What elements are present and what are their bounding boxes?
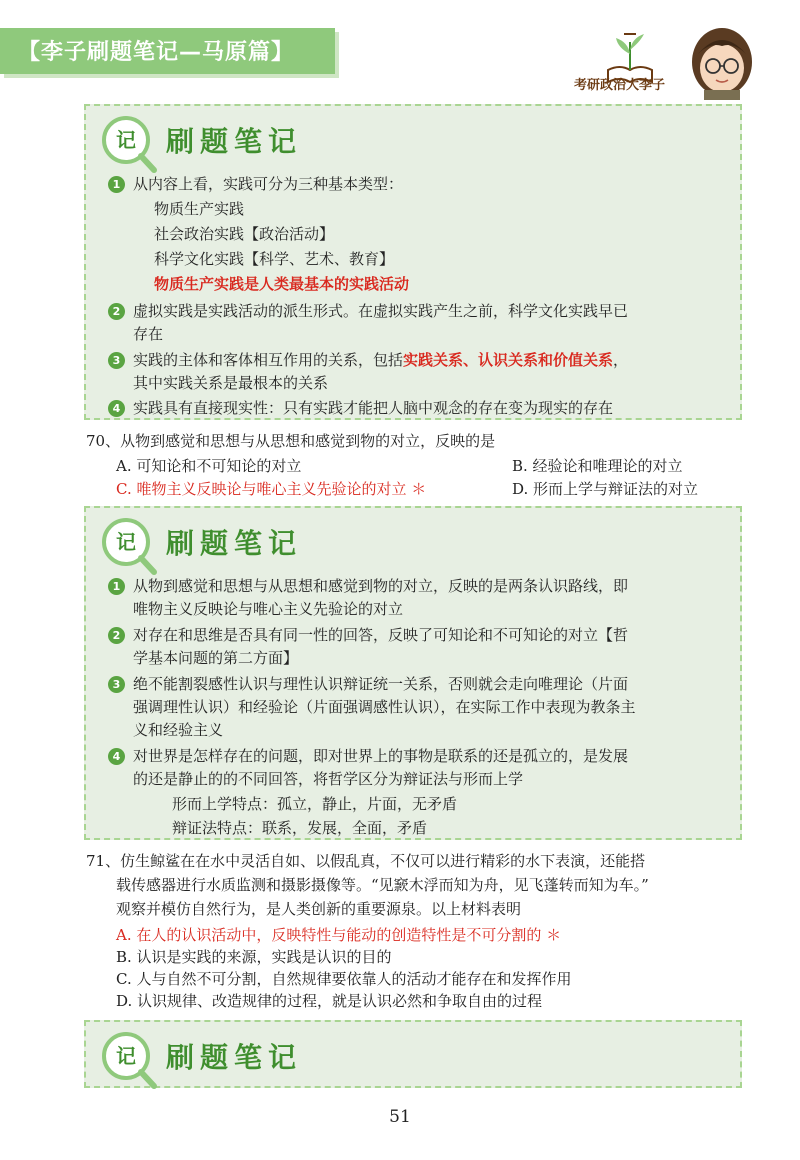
- note-card-1: [84, 104, 742, 420]
- q71-option-d: D. 认识规律、改造规律的过程，就是认识必然和争取自由的过程: [116, 992, 543, 1010]
- q70-option-b: B. 经验论和唯理论的对立: [512, 457, 683, 475]
- q71-option-c: C. 人与自然不可分割，自然规律要依靠人的活动才能存在和发挥作用: [116, 970, 572, 988]
- note-card-2: [84, 506, 742, 840]
- note1-emphasis: 物质生产实践是人类最基本的实践活动: [154, 275, 410, 293]
- brand-name: 考研政治大李子: [574, 78, 666, 93]
- number-2-icon: 2: [108, 627, 125, 644]
- number-3-icon: 3: [108, 676, 125, 693]
- note-icon-char: 记: [116, 128, 136, 152]
- note-title: 刷题笔记: [166, 527, 303, 560]
- number-1-icon: 1: [108, 578, 125, 595]
- note-title: 刷题笔记: [166, 125, 303, 158]
- note2-item-4-sub-1: 形而上学特点：孤立，静止，片面，无矛盾: [172, 795, 458, 813]
- note2-item-1: 1 从物到感觉和思想与从思想和感觉到物的对立，反映的是两条认识路线，即: [108, 574, 628, 599]
- header-banner: [0, 28, 335, 74]
- note1-item-4: 4 实践具有直接现实性：只有实践才能把人脑中观念的存在变为现实的存在: [108, 396, 613, 421]
- note-card-3: [84, 1020, 742, 1088]
- q70-option-c: C. 唯物主义反映论与唯心主义先验论的对立 ＊: [116, 480, 427, 498]
- note-magnifier-icon: [98, 1028, 158, 1090]
- q70-option-a: A. 可知论和不可知论的对立: [116, 457, 302, 475]
- q71-option-a: A. 在人的认识活动中，反映特性与能动的创造特性是不可分割的 ＊: [116, 926, 562, 944]
- note1-item-2-cont: 存在: [133, 325, 164, 343]
- note-title: 刷题笔记: [166, 1041, 303, 1074]
- number-3-icon: 3: [108, 352, 125, 369]
- avatar: [692, 28, 752, 100]
- note-icon-char: 记: [116, 530, 136, 554]
- note1-item-3-cont: 其中实践关系是最根本的关系: [133, 374, 329, 392]
- number-4-icon: 4: [108, 400, 125, 417]
- note1-sub-2: 社会政治实践【政治活动】: [154, 225, 335, 243]
- banner-title: 【李子刷题笔记—马原篇】: [18, 40, 295, 65]
- note2-item-3: 3 绝不能割裂感性认识与理性认识辩证统一关系，否则就会走向唯理论（片面: [108, 672, 628, 697]
- note1-item-3: 3 实践的主体和客体相互作用的关系，包括实践关系、认识关系和价值关系，: [108, 348, 628, 373]
- number-4-icon: 4: [108, 748, 125, 765]
- page-number: 51: [389, 1107, 411, 1127]
- q71-stem-line-3: 观察并模仿自然行为，是人类创新的重要源泉。以上材料表明: [116, 900, 522, 918]
- q71-stem-line-1: 71、仿生鲸鲨在在水中灵活自如、以假乱真，不仅可以进行精彩的水下表演，还能搭: [86, 852, 646, 870]
- number-2-icon: 2: [108, 303, 125, 320]
- note1-item-2: 2 虚拟实践是实践活动的派生形式。在虚拟实践产生之前，科学文化实践早已: [108, 299, 628, 324]
- note1-sub-1: 物质生产实践: [154, 200, 245, 218]
- q70-stem: 70、从物到感觉和思想与从思想和感觉到物的对立，反映的是: [86, 432, 496, 450]
- note2-item-4-cont: 的还是静止的的不同回答，将哲学区分为辩证法与形而上学: [133, 770, 524, 788]
- note2-item-2: 2 对存在和思维是否具有同一性的回答，反映了可知论和不可知论的对立【哲: [108, 623, 628, 648]
- note2-item-4: 4 对世界是怎样存在的问题，即对世界上的事物是联系的还是孤立的，是发展: [108, 744, 628, 769]
- note2-item-2-cont: 学基本问题的第二方面】: [133, 649, 299, 667]
- note-magnifier-icon: [98, 514, 158, 576]
- note2-item-1-cont: 唯物主义反映论与唯心主义先验论的对立: [133, 600, 404, 618]
- number-1-icon: 1: [108, 176, 125, 193]
- q71-stem-line-2: 载传感器进行水质监测和摄影摄像等。“见窾木浮而知为舟，见飞蓬转而知为车。”: [116, 876, 649, 894]
- note2-item-3-cont1: 强调理性认识）和经验论（片面强调感性认识），在实际工作中表现为教条主: [133, 698, 636, 716]
- note1-sub-3: 科学文化实践【科学、艺术、教育】: [154, 250, 395, 268]
- note-magnifier-icon: [98, 112, 158, 174]
- note1-item-1: 1 从内容上看，实践可分为三种基本类型：: [108, 172, 403, 197]
- note2-item-3-cont2: 义和经验主义: [133, 721, 224, 739]
- note-icon-char: 记: [116, 1044, 136, 1068]
- q70-option-d: D. 形而上学与辩证法的对立: [512, 480, 699, 498]
- note2-item-4-sub-2: 辩证法特点：联系，发展，全面，矛盾: [172, 819, 428, 837]
- q71-option-b: B. 认识是实践的来源，实践是认识的目的: [116, 948, 392, 966]
